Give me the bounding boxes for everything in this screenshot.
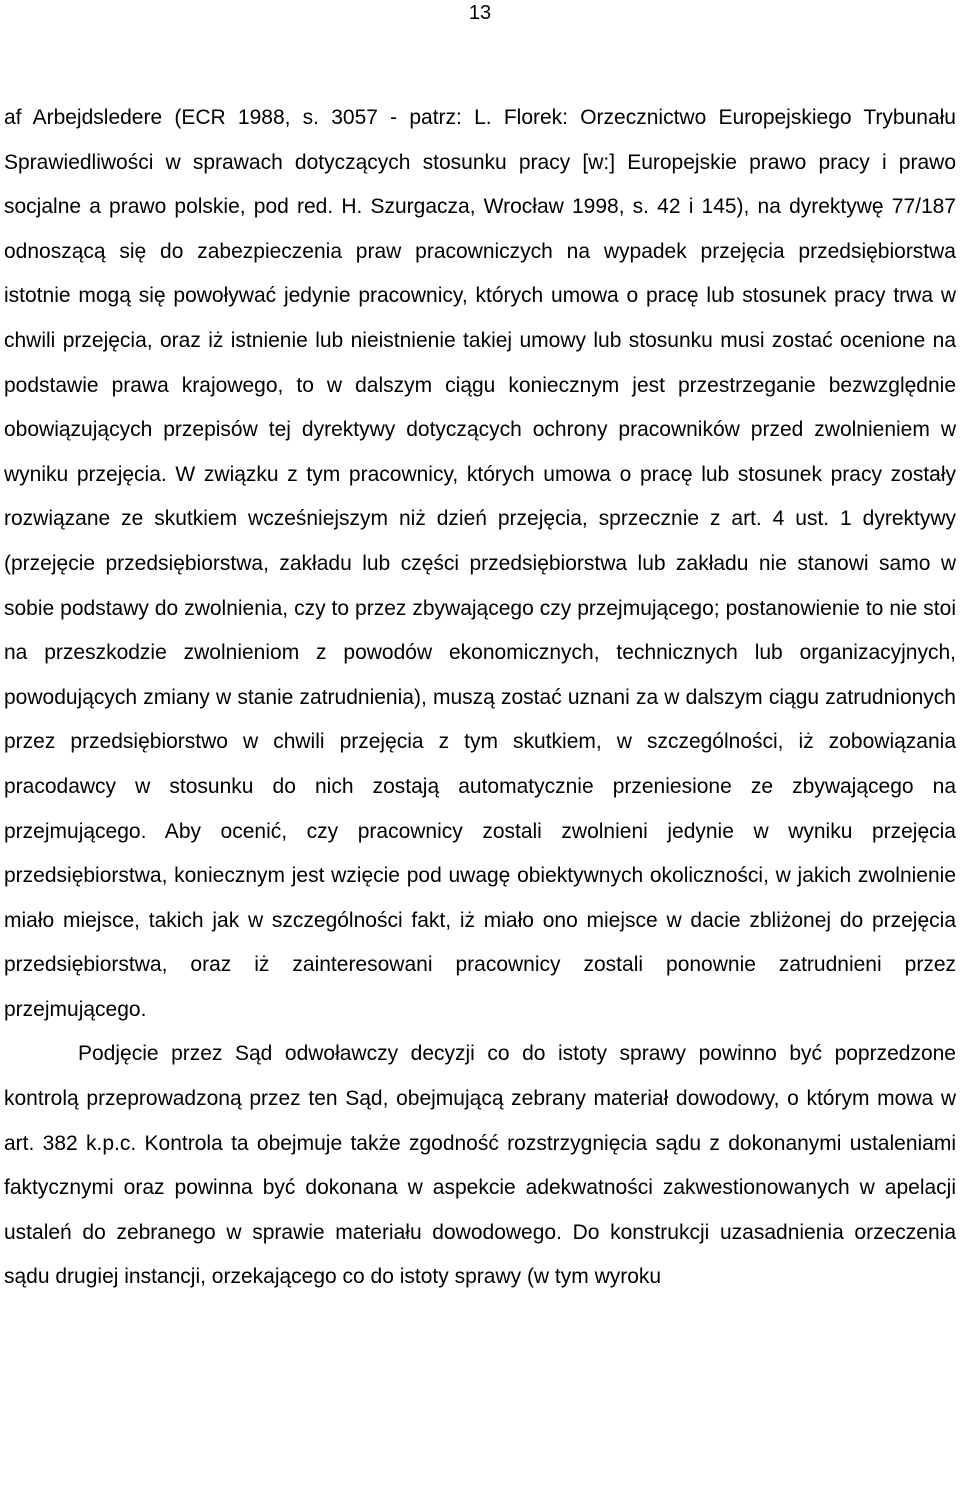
paragraph-continuation: af Arbejdsledere (ECR 1988, s. 3057 - patrz: L. Florek: Orzecznictwo Europejskiego Trybunału Sprawiedliwości w sprawach dotyczących stosunku pracy [w:] Europejskie prawo pracy i prawo socjalne a prawo polskie, pod red. H. Szurgacza, Wrocław 1998, s. 42 i 145), na dyrektywę 77/187 odnoszącą się do zabezpieczenia praw pracowniczych na wypadek przejęcia przedsiębiorstwa istotnie mogą się powoływać jedynie pracownicy, których umowa o pracę lub stosunek pracy trwa w chwili przejęcia, oraz iż istnienie lub nieistnienie takiej umowy lub stosunku musi zostać ocenione na podstawie prawa krajowego, to w dalszym ciągu koniecznym jest przestrzeganie bezwzględnie obowiązujących przepisów tej dyrektywy dotyczących ochrony pracowników przed zwolnieniem w wyniku przejęcia. W związku z tym pracownicy, których umowa o pracę lub stosunek pracy zostały rozwiązane ze skutkiem wcześniejszym niż dzień przejęcia, sprzecznie z art. 4 ust. 1 dyrektywy (przejęcie przedsiębiorstwa, zakładu lub części przedsiębiorstwa lub zakładu nie stanowi samo w sobie podstawy do zwolnienia, czy to przez zbywającego czy przejmującego; postanowienie to nie stoi na przeszkodzie zwolnieniom z powodów ekonomicznych, technicznych lub organizacyjnych, powodujących zmiany w stanie zatrudnienia), muszą zostać uznani za w dalszym ciągu zatrudnionych przez przedsiębiorstwo w chwili przejęcia z tym skutkiem, w szczególności, iż zobowiązania pracodawcy w stosunku do nich zostają automatycznie przeniesione ze zbywającego na przejmującego. Aby ocenić, czy pracownicy zostali zwolnieni jedynie w wyniku przejęcia przedsiębiorstwa, koniecznym jest wzięcie pod uwagę obiektywnych okoliczności, w jakich zwolnienie miało miejsce, takich jak w szczególności fakt, iż miało ono miejsce w dacie zbliżonej do przejęcia przedsiębiorstwa, oraz iż zainteresowani pracownicy zostali ponownie zatrudnieni przez przejmującego. (4, 106, 956, 1021)
paragraph-indented: Podjęcie przez Sąd odwoławczy decyzji co do istoty sprawy powinno być poprzedzone kontrolą przeprowadzoną przez ten Sąd, obejmującą zebrany materiał dowodowy, o którym mowa w art. 382 k.p.c. Kontrola ta obejmuje także zgodność rozstrzygnięcia sądu z dokonanymi ustaleniami faktycznymi oraz powinna być dokonana w aspekcie adekwatności zakwestionowanych w apelacji ustaleń do zebranego w sprawie materiału dowodowego. Do konstrukcji uzasadnienia orzeczenia sądu drugiej instancji, orzekającego co do istoty sprawy (w tym wyroku (4, 1042, 956, 1289)
document-body (4, 96, 956, 1300)
page-number: 13 (468, 2, 492, 24)
